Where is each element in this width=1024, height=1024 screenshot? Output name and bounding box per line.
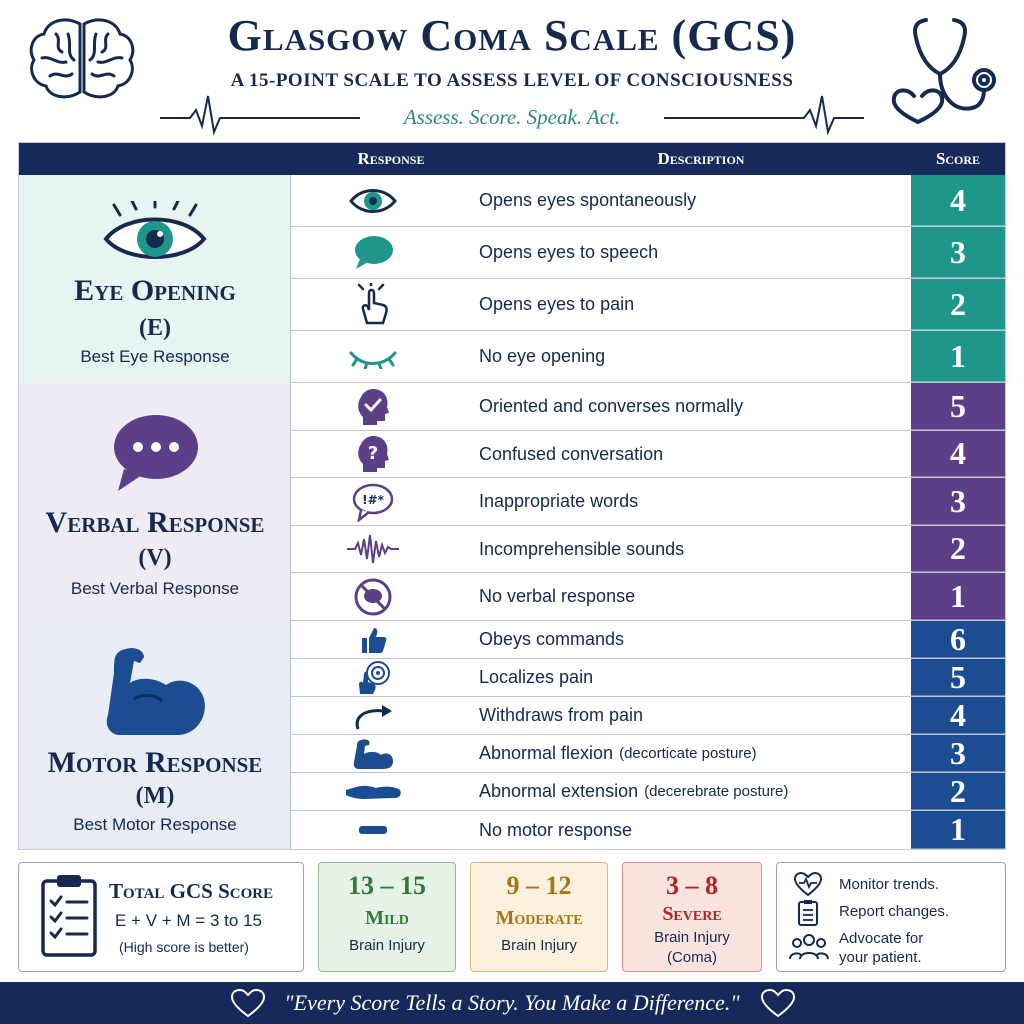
row-description: No eye opening	[479, 346, 606, 366]
column-header-description: Description	[657, 149, 745, 168]
table-row	[291, 227, 1005, 279]
page-title: Glasgow Coma Scale (GCS)	[227, 11, 797, 60]
svg-text:?: ?	[367, 443, 379, 464]
closed-eye-icon	[341, 331, 405, 382]
table-row	[291, 811, 1005, 849]
page-subtitle: A 15-POINT SCALE TO ASSESS LEVEL OF CONSCIOUSNESS	[230, 70, 794, 91]
row-score: 1	[911, 331, 1005, 382]
section-subtitle: Best Motor Response	[73, 815, 237, 834]
gcs-table	[18, 142, 1006, 850]
table-row	[291, 526, 1005, 573]
table-row	[291, 279, 1005, 331]
severity-moderate-panel	[470, 862, 608, 972]
row-description: Confused conversation	[479, 443, 664, 464]
total-score-title: Total GCS Score	[109, 879, 274, 903]
table-row	[291, 573, 1005, 621]
row-description: Obeys commands	[479, 629, 625, 649]
total-score-formula: E + V + M = 3 to 15	[115, 911, 262, 930]
section-verbal-response	[19, 383, 1005, 621]
row-description: Abnormal extension (decerebrate posture)	[479, 781, 789, 801]
row-description: No motor response	[479, 819, 633, 840]
table-row	[291, 621, 1005, 659]
speech-bubble-icon	[341, 227, 405, 278]
table-row	[291, 331, 1005, 383]
row-score: 3	[911, 227, 1005, 278]
row-description: Opens eyes to speech	[479, 242, 659, 262]
row-description: No verbal response	[479, 586, 636, 606]
row-description: Localizes pain	[479, 667, 594, 687]
severity-label: Severe	[662, 903, 722, 925]
section-label-panel	[19, 383, 291, 621]
section-label-panel	[19, 175, 291, 383]
table-row	[291, 175, 1005, 227]
table-row	[291, 697, 1005, 735]
table-row	[291, 478, 1005, 526]
action-advocate-line2: your patient.	[839, 949, 922, 966]
column-header-score: Score	[935, 149, 981, 168]
row-description: Withdraws from pain	[479, 705, 644, 725]
clipboard-icon	[39, 873, 101, 959]
total-score-panel	[18, 862, 304, 972]
section-eye-opening	[19, 175, 1005, 383]
heart-outline-icon	[760, 988, 796, 1018]
severity-mild-panel	[318, 862, 456, 972]
row-score: 1	[911, 811, 1005, 849]
action-report: Report changes.	[839, 903, 950, 920]
section-subtitle: Best Eye Response	[80, 347, 230, 366]
table-row	[291, 735, 1005, 773]
row-description: Opens eyes spontaneously	[479, 190, 697, 210]
section-abbreviation: (M)	[135, 783, 175, 809]
section-motor-response	[19, 621, 1005, 849]
sound-wave-icon	[341, 526, 405, 572]
table-header	[19, 143, 1005, 175]
row-description: Abnormal flexion (decorticate posture)	[479, 743, 757, 763]
row-description: Inappropriate words	[479, 491, 639, 511]
section-abbreviation: (V)	[138, 545, 172, 571]
stethoscope-heart-icon	[884, 16, 1002, 124]
footer	[0, 982, 1024, 1024]
severity-label: Mild	[365, 907, 409, 929]
total-score-note: (High score is better)	[119, 939, 249, 955]
row-score: 5	[911, 383, 1005, 430]
section-abbreviation: (E)	[139, 315, 171, 341]
severity-range: 13 – 15	[348, 871, 426, 900]
severity-sub: Brain Injury	[349, 937, 425, 954]
flexion-arm-icon	[341, 735, 405, 772]
section-title: Motor Response	[47, 746, 263, 779]
row-score: 3	[911, 478, 1005, 525]
section-label-panel	[19, 621, 291, 849]
column-header-response: Response	[357, 149, 425, 168]
table-row	[291, 659, 1005, 697]
footer-quote: "Every Score Tells a Story. You Make a Difference."	[284, 990, 740, 1015]
head-check-icon	[341, 383, 405, 430]
section-title: Verbal Response	[45, 506, 265, 539]
action-advocate-line1: Advocate for	[839, 930, 924, 947]
severity-label: Moderate	[495, 907, 583, 929]
severity-sub: Brain Injury	[654, 929, 730, 946]
no-speech-icon	[341, 573, 405, 620]
flexed-arm-icon	[19, 643, 291, 739]
eye-icon	[19, 201, 291, 263]
row-score: 4	[911, 697, 1005, 734]
header	[0, 0, 1024, 140]
actions-panel	[776, 862, 1006, 972]
open-eye-icon	[341, 175, 405, 226]
severity-range: 3 – 8	[666, 871, 718, 900]
svg-text:!#*: !#*	[362, 492, 384, 507]
section-subtitle: Best Verbal Response	[70, 579, 240, 598]
row-description: Oriented and converses normally	[479, 396, 744, 416]
section-title: Eye Opening	[74, 274, 236, 307]
action-monitor: Monitor trends.	[839, 876, 940, 893]
row-score: 2	[911, 773, 1005, 810]
table-row	[291, 431, 1005, 478]
severity-severe-panel	[622, 862, 762, 972]
thumbs-up-icon	[341, 621, 405, 658]
row-score: 1	[911, 573, 1005, 620]
dash-icon	[341, 811, 405, 849]
row-score: 5	[911, 659, 1005, 696]
row-score: 3	[911, 735, 1005, 772]
pointing-hand-icon	[341, 279, 405, 330]
extension-arm-icon	[341, 773, 405, 810]
row-score: 2	[911, 279, 1005, 330]
chat-bubble-icon	[19, 413, 291, 493]
target-hand-icon	[341, 659, 405, 696]
row-score: 2	[911, 526, 1005, 572]
severity-sub: Brain Injury	[501, 937, 577, 954]
row-score: 4	[911, 431, 1005, 477]
head-question-icon	[341, 431, 405, 477]
checklist-icon	[797, 899, 819, 927]
severity-sub-note: (Coma)	[666, 949, 717, 966]
table-row	[291, 383, 1005, 431]
tagline: Assess. Score. Speak. Act.	[403, 105, 621, 129]
severity-range: 9 – 12	[506, 871, 572, 900]
people-icon	[789, 933, 829, 961]
row-description: Opens eyes to pain	[479, 294, 635, 314]
withdraw-arrow-icon	[341, 697, 405, 734]
row-score: 6	[911, 621, 1005, 658]
symbols-bubble-icon	[341, 478, 405, 525]
row-score: 4	[911, 175, 1005, 226]
row-description: Incomprehensible sounds	[479, 538, 685, 559]
heart-pulse-icon	[793, 871, 823, 897]
table-row	[291, 773, 1005, 811]
